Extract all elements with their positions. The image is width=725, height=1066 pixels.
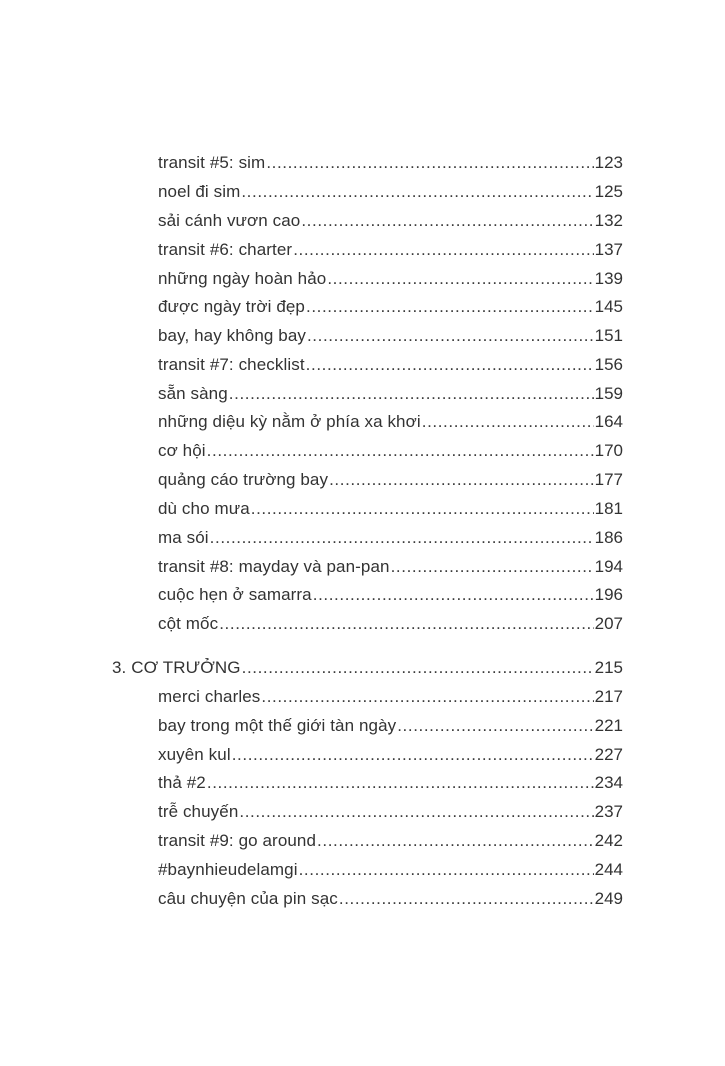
dot-leader [339,888,594,910]
toc-entry-page: 249 [594,889,623,908]
toc-entry-title: #baynhieudelamgi [158,860,298,879]
toc-entry-title: cơ hội [158,441,206,460]
toc-entry-page: 242 [594,831,623,850]
toc-entry-title: ma sói [158,528,209,547]
toc-entry-page: 139 [594,269,623,288]
toc-entry[interactable] [158,715,623,737]
toc-chapter-title: 3. CƠ TRƯỞNG [112,658,241,677]
toc-entry[interactable] [158,239,623,261]
toc-entry[interactable] [158,686,623,708]
toc-entry[interactable] [158,325,623,347]
toc-entry-title: transit #8: mayday và pan-pan [158,557,390,576]
toc-entry-page: 170 [594,441,623,460]
toc-entry-title: cuộc hẹn ở samarra [158,585,312,604]
dot-leader [207,772,594,794]
dot-leader [306,296,594,318]
dot-leader [391,556,594,578]
toc-entry[interactable] [158,440,623,462]
toc-entry-page: 164 [594,412,623,431]
dot-leader [299,859,594,881]
toc-chapter-3[interactable] [112,657,623,679]
toc-entry-page: 181 [594,499,623,518]
toc-entry-page: 227 [594,745,623,764]
toc-entry-page: 237 [594,802,623,821]
toc-entry[interactable] [158,830,623,852]
toc-entry-page: 186 [594,528,623,547]
dot-leader [261,686,593,708]
dot-leader [306,354,594,376]
dot-leader [313,584,594,606]
dot-leader [239,801,593,823]
toc-entry-title: câu chuyện của pin sạc [158,889,338,908]
dot-leader [329,469,594,491]
toc-entry[interactable] [158,354,623,376]
toc-entry[interactable] [158,296,623,318]
toc-entry[interactable] [158,498,623,520]
toc-entry-title: noel đi sim [158,182,241,201]
dot-leader [251,498,594,520]
toc-entry-title: cột mốc [158,614,219,633]
toc-entry-page: 244 [594,860,623,879]
dot-leader [397,715,593,737]
toc-entry-title: sải cánh vươn cao [158,211,301,230]
toc-entry-page: 156 [594,355,623,374]
toc-entry-page: 221 [594,716,623,735]
toc-entry-page: 217 [594,687,623,706]
toc-entry[interactable] [158,152,623,174]
toc-entry[interactable] [158,859,623,881]
toc-entry[interactable] [158,268,623,290]
toc-entry-title: trễ chuyến [158,802,239,821]
toc-entry-title: sẵn sàng [158,384,228,403]
toc-entry-page: 132 [594,211,623,230]
dot-leader [242,657,594,679]
toc-entry-page: 159 [594,384,623,403]
dot-leader [219,613,593,635]
toc-entry-title: được ngày trời đẹp [158,297,305,316]
toc-entry[interactable] [158,888,623,910]
dot-leader [301,210,593,232]
toc-entry-page: 137 [594,240,623,259]
dot-leader [327,268,593,290]
toc-entry-page: 151 [594,326,623,345]
toc-entry[interactable] [158,469,623,491]
dot-leader [293,239,593,261]
toc-entry[interactable] [158,181,623,203]
toc-entry-page: 123 [594,153,623,172]
toc-entry-page: 207 [594,614,623,633]
toc-entry-title: xuyên kul [158,745,231,764]
toc-entry-page: 145 [594,297,623,316]
dot-leader [232,744,594,766]
toc-entry-title: bay, hay không bay [158,326,306,345]
toc-entry[interactable] [158,744,623,766]
dot-leader [422,411,594,433]
toc-entry-title: những ngày hoàn hảo [158,269,327,288]
toc-entry[interactable] [158,801,623,823]
toc-entry[interactable] [158,210,623,232]
toc-entry[interactable] [158,584,623,606]
dot-leader [229,383,594,405]
dot-leader [317,830,594,852]
toc-entry-page: 234 [594,773,623,792]
toc-entry-title: bay trong một thế giới tàn ngày [158,716,397,735]
toc-entry[interactable] [158,411,623,433]
toc-entry-title: merci charles [158,687,261,706]
toc-entry[interactable] [158,383,623,405]
dot-leader [266,152,593,174]
dot-leader [241,181,593,203]
toc-entry-title: transit #7: checklist [158,355,305,374]
toc-entry-title: transit #9: go around [158,831,317,850]
toc-chapter-page: 215 [594,658,623,677]
toc-entry-title: transit #5: sim [158,153,266,172]
toc-entry-page: 125 [594,182,623,201]
toc-entry[interactable] [158,613,623,635]
toc-entry-title: quảng cáo trường bay [158,470,329,489]
toc-entry[interactable] [158,556,623,578]
toc-entry-title: transit #6: charter [158,240,293,259]
toc-entry[interactable] [158,527,623,549]
dot-leader [210,527,594,549]
dot-leader [307,325,594,347]
toc-entry-title: thả #2 [158,773,206,792]
dot-leader [207,440,594,462]
toc-entry-page: 196 [594,585,623,604]
toc-entry-title: những diệu kỳ nằm ở phía xa khơi [158,412,421,431]
toc-entry-page: 194 [594,557,623,576]
toc-entry[interactable] [158,772,623,794]
toc-entry-title: dù cho mưa [158,499,250,518]
toc-entry-page: 177 [594,470,623,489]
